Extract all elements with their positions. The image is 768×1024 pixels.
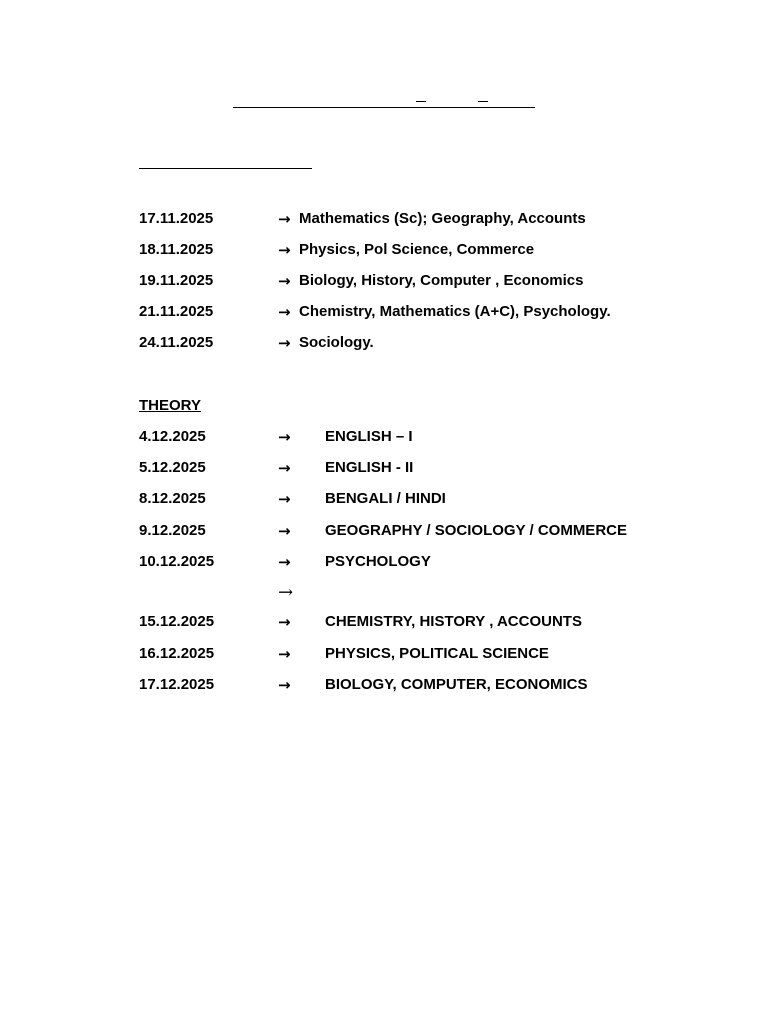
- row-subjects: Mathematics (Sc); Geography, Accounts: [299, 210, 586, 227]
- arrow-icon: →: [278, 210, 291, 228]
- arrow-icon: →: [278, 428, 291, 446]
- row-date: 18.11.2025: [139, 241, 214, 258]
- row-date: 10.12.2025: [139, 553, 215, 570]
- title-underline: [233, 107, 535, 108]
- section-heading-underline: [139, 168, 312, 169]
- row-subjects: BENGALI / HINDI: [325, 490, 446, 507]
- arrow-icon: →: [278, 582, 294, 603]
- row-subjects: ENGLISH – I: [325, 428, 413, 445]
- row-date: 17.12.2025: [139, 676, 215, 693]
- arrow-icon: →: [278, 241, 291, 259]
- theory-heading: THEORY: [139, 397, 201, 414]
- row-subjects: Sociology.: [299, 334, 374, 351]
- row-date: 16.12.2025: [139, 645, 215, 662]
- row-date: 9.12.2025: [139, 522, 206, 539]
- arrow-icon: →: [278, 553, 291, 571]
- row-date: 8.12.2025: [139, 490, 206, 507]
- title-dash: [416, 101, 426, 102]
- arrow-icon: →: [278, 522, 291, 540]
- row-date: 17.11.2025: [139, 210, 214, 227]
- row-date: 19.11.2025: [139, 272, 214, 289]
- arrow-icon: →: [278, 490, 291, 508]
- arrow-icon: →: [278, 645, 291, 663]
- row-date: 15.12.2025: [139, 613, 215, 630]
- arrow-icon: →: [278, 303, 291, 321]
- arrow-icon: →: [278, 272, 291, 290]
- row-subjects: GEOGRAPHY / SOCIOLOGY / COMMERCE: [325, 522, 627, 539]
- row-subjects: CHEMISTRY, HISTORY , ACCOUNTS: [325, 613, 582, 630]
- arrow-icon: →: [278, 334, 291, 352]
- row-subjects: Physics, Pol Science, Commerce: [299, 241, 535, 258]
- row-subjects: ENGLISH - II: [325, 459, 414, 476]
- arrow-icon: →: [278, 459, 291, 477]
- row-subjects: BIOLOGY, COMPUTER, ECONOMICS: [325, 676, 588, 693]
- row-subjects: Biology, History, Computer , Economics: [299, 272, 584, 289]
- title-dash: [478, 101, 488, 102]
- row-subjects: PHYSICS, POLITICAL SCIENCE: [325, 645, 549, 662]
- arrow-icon: →: [278, 613, 291, 631]
- row-date: 24.11.2025: [139, 334, 214, 351]
- row-date: 21.11.2025: [139, 303, 214, 320]
- row-date: 4.12.2025: [139, 428, 206, 445]
- row-subjects: Chemistry, Mathematics (A+C), Psychology.: [299, 303, 611, 320]
- arrow-icon: →: [278, 676, 291, 694]
- row-subjects: PSYCHOLOGY: [325, 553, 431, 570]
- row-date: 5.12.2025: [139, 459, 206, 476]
